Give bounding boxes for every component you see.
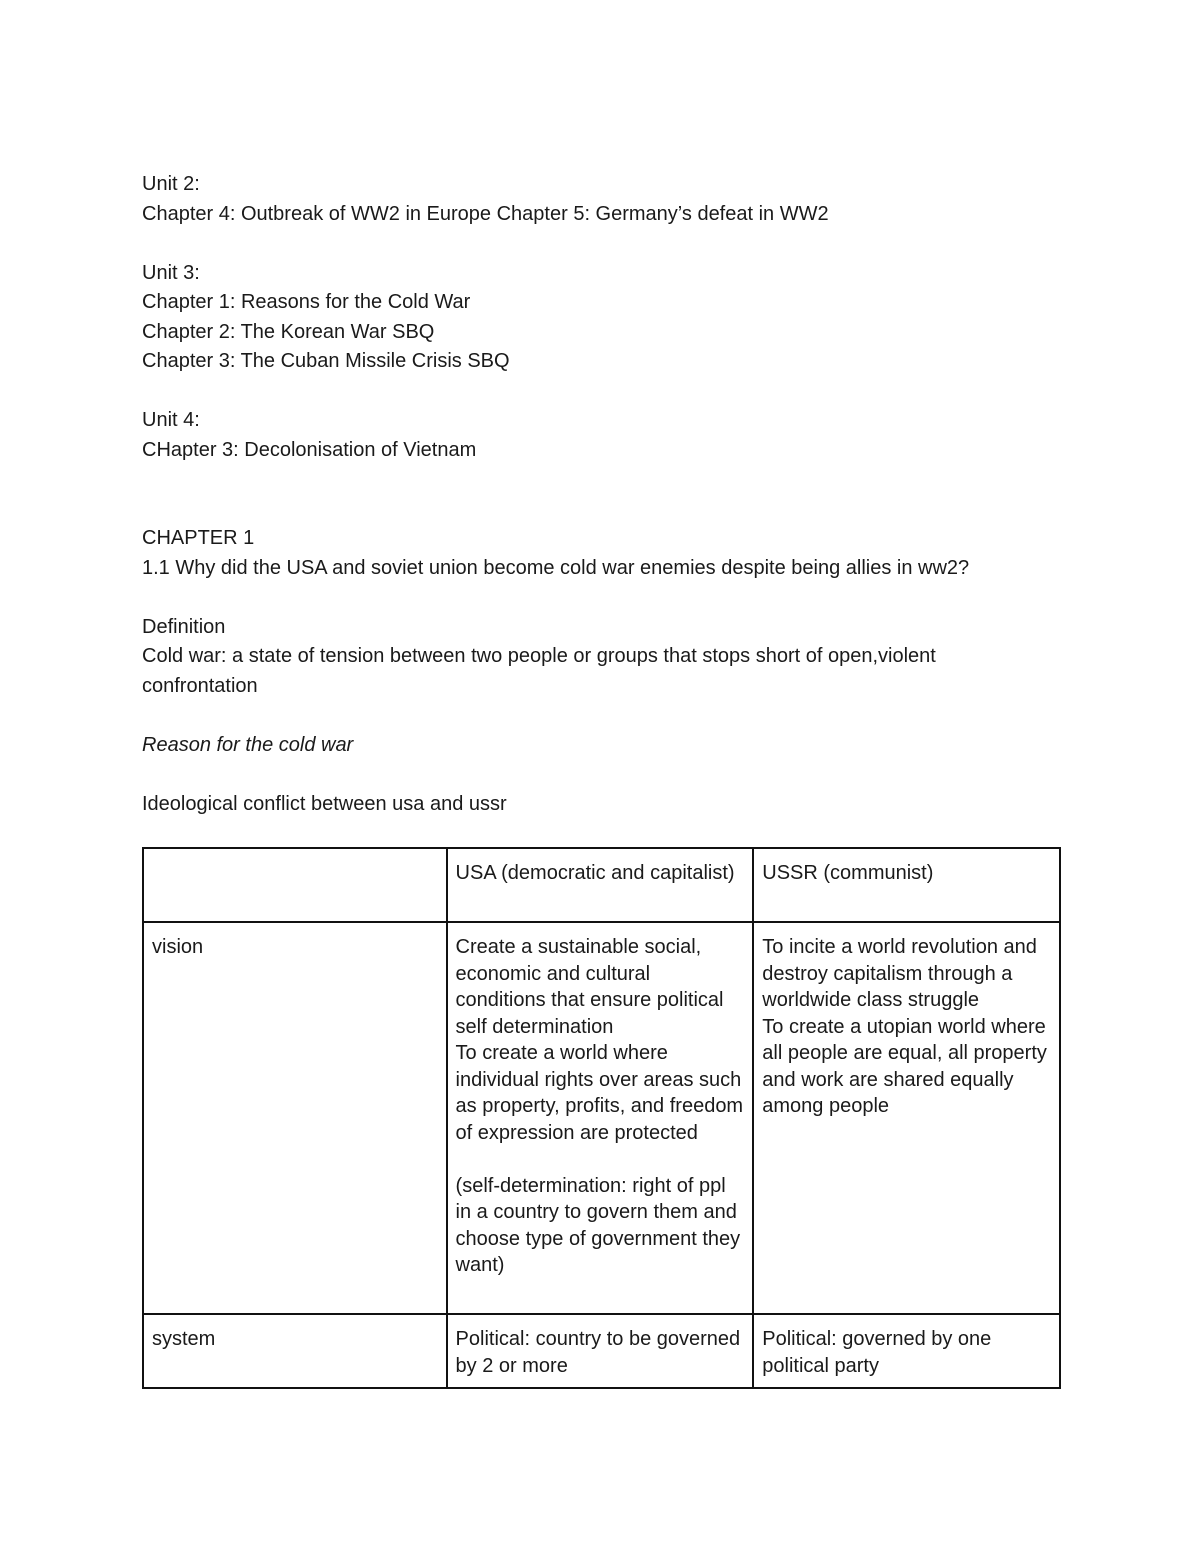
- document-body: [142, 170, 1062, 819]
- unit-3-chapter-2: Chapter 2: The Korean War SBQ: [142, 320, 435, 343]
- comparison-table: [142, 847, 1061, 1389]
- spacer: [142, 760, 1062, 790]
- unit-2-chapters: Chapter 4: Outbreak of WW2 in Europe Chapter 5: Germany’s defeat in WW2: [142, 202, 829, 225]
- chapter-1-heading: CHAPTER 1: [142, 527, 255, 549]
- reason-heading: Reason for the cold war: [142, 733, 354, 756]
- unit-3-heading: Unit 3:: [142, 261, 200, 284]
- chapter-1-question: 1.1 Why did the USA and soviet union become cold war enemies despite being allies in ww2?: [142, 556, 970, 579]
- unit-4-chapter-3: CHapter 3: Decolonisation of Vietnam: [142, 438, 477, 461]
- spacer: [142, 495, 1062, 525]
- ideological-heading: Ideological conflict between usa and ussr: [142, 792, 507, 815]
- table-row-system: [143, 1314, 1060, 1388]
- table-cell-usa-system: Political: country to be governed by 2 or more: [447, 1314, 754, 1388]
- table-row-label-system: system: [143, 1314, 447, 1388]
- definition-text-line-1: Cold war: a state of tension between two people or groups that stops short of open,violent: [142, 645, 936, 667]
- unit-3-chapter-1: Chapter 1: Reasons for the Cold War: [142, 291, 471, 313]
- spacer: [142, 701, 1062, 731]
- spacer: [142, 377, 1062, 407]
- definition-text-line-2: confrontation: [142, 674, 258, 697]
- table-row-label-vision: vision: [143, 922, 447, 1314]
- unit-3-chapter-3: Chapter 3: The Cuban Missile Crisis SBQ: [142, 350, 510, 372]
- spacer: [456, 1146, 745, 1173]
- usa-vision-paragraph-3: (self-determination: right of ppl in a country to govern them and choose type of government they want): [455, 1174, 741, 1276]
- table-cell-ussr-vision: [753, 922, 1060, 1314]
- unit-4-heading: Unit 4:: [142, 409, 200, 431]
- table-header-ussr: USSR (communist): [753, 848, 1060, 922]
- table-cell-blank: [143, 848, 447, 922]
- unit-2-heading: Unit 2:: [142, 173, 200, 195]
- table-row-vision: [143, 922, 1060, 1314]
- ussr-vision-paragraph-2: To create a utopian world where all people are equal, all property and work are shared equally among people: [762, 1015, 1047, 1117]
- usa-vision-paragraph-2: To create a world where individual rights over areas such as property, profits, and freedom of expression are protected: [455, 1042, 744, 1144]
- ussr-vision-paragraph-1: To incite a world revolution and destroy capitalism through a worldwide class struggle: [762, 936, 1037, 1011]
- spacer: [142, 583, 1062, 613]
- spacer: [142, 229, 1062, 259]
- table-header-row: [143, 848, 1060, 922]
- definition-heading: Definition: [142, 615, 226, 638]
- table-cell-ussr-system: Political: governed by one political party: [753, 1314, 1060, 1388]
- usa-vision-paragraph-1: Create a sustainable social, economic and cultural conditions that ensure political self determination: [455, 936, 724, 1038]
- table-cell-usa-vision: [447, 922, 754, 1314]
- spacer: [142, 465, 1062, 495]
- table-header-usa: USA (democratic and capitalist): [447, 848, 754, 922]
